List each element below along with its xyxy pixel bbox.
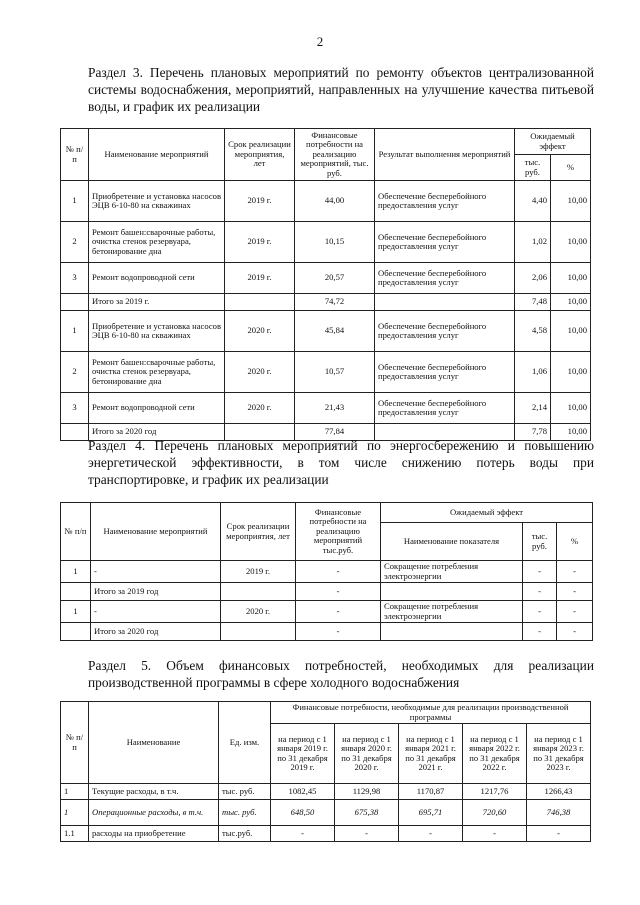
s3-cell-rub: 2,14: [515, 393, 551, 424]
table-row: [61, 352, 591, 393]
s4-header-pct: %: [557, 523, 593, 561]
s5-cell-value: -: [335, 826, 399, 842]
s3-cell-name: Ремонт водопроводной сети: [89, 393, 225, 424]
s3-cell-name: Ремонт башен:сварочные работы, очистка стенок резервуара, бетонирование дна: [89, 222, 225, 263]
s5-cell-value: -: [527, 826, 591, 842]
s3-cell-term: 2020 г.: [225, 393, 295, 424]
s3-cell-rub: 1,02: [515, 222, 551, 263]
s5-cell-value: 720,60: [463, 800, 527, 826]
s4-header-rub: тыс. руб.: [523, 523, 557, 561]
s3-header-finance: Финансовые потребности на реализацию мероприятий, тыс. руб.: [295, 129, 375, 181]
s3-cell-result: Обеспечение бесперебойного предоставления услуг: [375, 311, 515, 352]
table-row: [61, 826, 591, 842]
s5-cell-value: 1170,87: [399, 784, 463, 800]
s3-header-term: Срок реализации мероприятия, лет: [225, 129, 295, 181]
s3-cell-name: Ремонт водопроводной сети: [89, 263, 225, 294]
s4-cell-name: -: [91, 561, 221, 583]
s4-cell-pct: -: [557, 623, 593, 641]
table-row: [61, 222, 591, 263]
s3-header-result: Результат выполнения мероприятий: [375, 129, 515, 181]
s3-cell-name: Приобретение и установка насосов ЭЦВ 6-10-80 на скважинах: [89, 311, 225, 352]
s3-cell-pct: 10,00: [551, 352, 591, 393]
s3-cell-name: Приобретение и установка насосов ЭЦВ 6-10-80 на скважинах: [89, 181, 225, 222]
s3-cell-num: 1: [61, 181, 89, 222]
table-row: [61, 181, 591, 222]
s4-cell-num: 1: [61, 601, 91, 623]
s4-cell-term: 2020 г.: [221, 601, 296, 623]
s3-cell-rub: 4,40: [515, 181, 551, 222]
s4-cell-finance: -: [296, 601, 381, 623]
s3-cell-term: 2020 г.: [225, 311, 295, 352]
table-row: [61, 583, 593, 601]
s5-cell-value: -: [271, 826, 335, 842]
s3-cell-pct: 10,00: [551, 311, 591, 352]
s4-cell-num: [61, 583, 91, 601]
s3-cell-pct: 10,00: [551, 181, 591, 222]
s4-cell-num: [61, 623, 91, 641]
s3-cell-num: [61, 424, 89, 441]
s3-cell-term: [225, 294, 295, 311]
s3-cell-pct: 10,00: [551, 393, 591, 424]
s3-cell-num: 2: [61, 352, 89, 393]
section3-heading: Раздел 3. Перечень плановых мероприятий по ремонту объектов централизованной системы водоснабжения, мероприятий, направленных на улучшение качества питьевой воды, и график их реализации: [88, 65, 594, 114]
s5-header-period: на период с 1 января 2023 г. по 31 декабря 2023 г.: [527, 724, 591, 784]
s4-cell-indicator: Сокращение потребления электроэнергии: [381, 601, 523, 623]
s4-cell-pct: -: [557, 583, 593, 601]
section3-body: [61, 181, 591, 441]
s4-cell-term: [221, 623, 296, 641]
s4-cell-finance: -: [296, 561, 381, 583]
s4-cell-finance: -: [296, 623, 381, 641]
s4-cell-term: [221, 583, 296, 601]
s5-cell-unit: тыс.руб.: [219, 826, 271, 842]
s4-cell-rub: -: [523, 623, 557, 641]
s3-cell-term: 2019 г.: [225, 263, 295, 294]
s4-cell-finance: -: [296, 583, 381, 601]
table-row: [61, 623, 593, 641]
s4-cell-indicator: [381, 623, 523, 641]
s5-header-period: на период с 1 января 2022 г. по 31 декабря 2022 г.: [463, 724, 527, 784]
s5-cell-value: 1082,45: [271, 784, 335, 800]
s3-cell-term: 2019 г.: [225, 222, 295, 263]
s3-cell-num: 1: [61, 311, 89, 352]
s3-header-name: Наименование мероприятий: [89, 129, 225, 181]
s3-cell-num: 3: [61, 263, 89, 294]
s3-cell-finance: 74,72: [295, 294, 375, 311]
s3-cell-pct: 10,00: [551, 424, 591, 441]
s4-cell-name: -: [91, 601, 221, 623]
s3-cell-result: Обеспечение бесперебойного предоставления услуг: [375, 222, 515, 263]
s4-cell-term: 2019 г.: [221, 561, 296, 583]
s3-cell-result: Обеспечение бесперебойного предоставления услуг: [375, 181, 515, 222]
s5-header-period: на период с 1 января 2019 г. по 31 декабря 2019 г.: [271, 724, 335, 784]
s4-cell-rub: -: [523, 583, 557, 601]
s5-cell-num: 1.1: [61, 826, 89, 842]
s5-cell-value: 675,38: [335, 800, 399, 826]
s4-header-term: Срок реализации мероприятия, лет: [221, 503, 296, 561]
s5-cell-value: 1217,76: [463, 784, 527, 800]
s5-cell-value: 1129,98: [335, 784, 399, 800]
s3-cell-pct: 10,00: [551, 222, 591, 263]
s4-header-num: № п/п: [61, 503, 91, 561]
s3-cell-result: Обеспечение бесперебойного предоставления услуг: [375, 263, 515, 294]
s5-header-num: № п/п: [61, 702, 89, 784]
s3-cell-name: Ремонт башен:сварочные работы, очистка стенок резервуара, бетонирование дна: [89, 352, 225, 393]
s3-cell-result: Обеспечение бесперебойного предоставления услуг: [375, 352, 515, 393]
s3-cell-rub: 4,58: [515, 311, 551, 352]
s3-cell-finance: 77,84: [295, 424, 375, 441]
s3-cell-name: Итого за 2020 год: [89, 424, 225, 441]
section3-table: [60, 128, 591, 441]
s3-cell-num: 2: [61, 222, 89, 263]
s4-header-name: Наименование мероприятий: [91, 503, 221, 561]
s5-header-unit: Ед. изм.: [219, 702, 271, 784]
s3-cell-result: [375, 294, 515, 311]
s3-cell-pct: 10,00: [551, 294, 591, 311]
s4-header-finance: Финансовые потребности на реализацию мероприятий тыс.руб.: [296, 503, 381, 561]
s4-header-effect: Ожидаемый эффект: [381, 503, 593, 523]
s4-cell-pct: -: [557, 601, 593, 623]
s3-cell-rub: 2,06: [515, 263, 551, 294]
s5-header-period: на период с 1 января 2020 г. по 31 декабря 2020 г.: [335, 724, 399, 784]
section5-table: [60, 701, 591, 842]
s5-header-finance: Финансовые потребности, необходимые для реализации производственной программы: [271, 702, 591, 724]
table-row: [61, 561, 593, 583]
s3-cell-term: 2020 г.: [225, 352, 295, 393]
s5-cell-unit: тыс. руб.: [219, 800, 271, 826]
s3-header-effect-pct: %: [551, 155, 591, 181]
s4-cell-rub: -: [523, 601, 557, 623]
table-row: [61, 393, 591, 424]
s4-cell-rub: -: [523, 561, 557, 583]
s4-cell-name: Итого за 2019 год: [91, 583, 221, 601]
s3-cell-rub: 7,48: [515, 294, 551, 311]
s3-cell-rub: 7,78: [515, 424, 551, 441]
s5-cell-value: -: [399, 826, 463, 842]
table-row: [61, 294, 591, 311]
s4-cell-pct: -: [557, 561, 593, 583]
s5-cell-num: 1: [61, 784, 89, 800]
table-row: [61, 800, 591, 826]
section4-body: [61, 561, 593, 641]
s4-cell-indicator: Сокращение потребления электроэнергии: [381, 561, 523, 583]
s4-header-indicator: Наименование показателя: [381, 523, 523, 561]
s5-cell-value: 746,38: [527, 800, 591, 826]
s3-cell-finance: 44,00: [295, 181, 375, 222]
table-row: [61, 311, 591, 352]
s3-cell-num: [61, 294, 89, 311]
s3-cell-finance: 20,57: [295, 263, 375, 294]
s3-cell-term: 2019 г.: [225, 181, 295, 222]
s5-cell-value: 1266,43: [527, 784, 591, 800]
section4-heading: Раздел 4. Перечень плановых мероприятий по энергосбережению и повышению энергетической эффективности, в том числе снижению потерь воды при транспортировке, и график их реализации: [88, 438, 594, 487]
s5-header-period: на период с 1 января 2021 г. по 31 декабря 2021 г.: [399, 724, 463, 784]
s5-cell-name: расходы на приобретение: [89, 826, 219, 842]
s4-cell-num: 1: [61, 561, 91, 583]
s5-cell-unit: тыс. руб.: [219, 784, 271, 800]
s5-header-name: Наименование: [89, 702, 219, 784]
s5-cell-num: 1: [61, 800, 89, 826]
s3-cell-finance: 10,57: [295, 352, 375, 393]
s3-cell-name: Итого за 2019 г.: [89, 294, 225, 311]
s3-cell-rub: 1,06: [515, 352, 551, 393]
table-row: [61, 601, 593, 623]
s3-header-effect-rub: тыс. руб.: [515, 155, 551, 181]
s3-cell-finance: 21,43: [295, 393, 375, 424]
section5-heading: Раздел 5. Объем финансовых потребностей, необходимых для реализации производственной программы в сфере холодного водоснабжения: [88, 658, 594, 690]
table-row: [61, 263, 591, 294]
s3-cell-result: Обеспечение бесперебойного предоставления услуг: [375, 393, 515, 424]
s4-cell-name: Итого за 2020 год: [91, 623, 221, 641]
s3-cell-pct: 10,00: [551, 263, 591, 294]
s5-cell-value: -: [463, 826, 527, 842]
s3-cell-num: 3: [61, 393, 89, 424]
section4-table: [60, 502, 593, 641]
s3-header-num: № п/п: [61, 129, 89, 181]
s3-header-effect: Ожидаемый эффект: [515, 129, 591, 155]
s4-cell-indicator: [381, 583, 523, 601]
section5-body: [61, 784, 591, 842]
s3-cell-finance: 45,84: [295, 311, 375, 352]
s5-cell-value: 695,71: [399, 800, 463, 826]
s5-cell-value: 648,50: [271, 800, 335, 826]
page-number: 2: [316, 34, 324, 49]
s5-cell-name: Операционные расходы, в т.ч.: [89, 800, 219, 826]
s5-cell-name: Текущие расходы, в т.ч.: [89, 784, 219, 800]
s3-cell-finance: 10,15: [295, 222, 375, 263]
table-row: [61, 784, 591, 800]
